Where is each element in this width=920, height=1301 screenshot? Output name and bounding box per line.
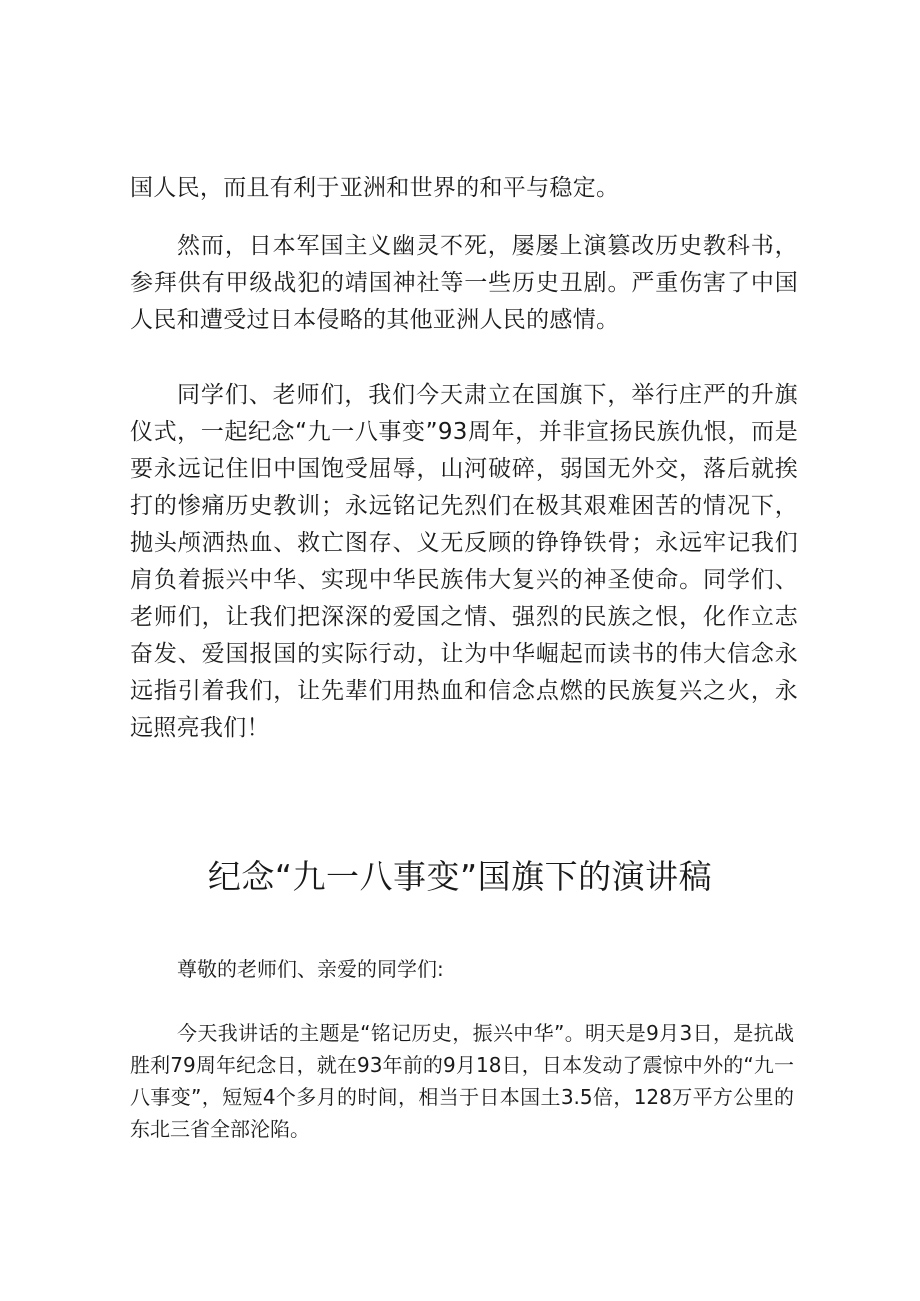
paragraph-militarism: 然而，日本军国主义幽灵不死，屡屡上演篡改历史教科书，参拜供有甲级战犯的靖国神社等一些历史丑剧。严重伤害了中国人民和遭受过日本侵略的其他亚洲人民的感情。 — [130, 233, 798, 333]
paragraph-commemoration: 同学们、老师们，我们今天肃立在国旗下，举行庄严的升旗仪式，一起纪念“九一八事变”93周年，并非宣扬民族仇恨，而是要永远记住旧中国饱受屈辱，山河破碎，弱国无外交，落后就挨打的惨痛历史教训；永远铭记先烈们在极其艰难困苦的情况下，抛头颅洒热血、救亡图存、义无反顾的铮铮铁骨；永远牢记我们肩负着振兴中华、实现中华民族伟大复兴的神圣使命。同学们、老师们，让我们把深深的爱国之情、强烈的民族之恨，化作立志奋发、爱国报国的实际行动，让为中华崛起而读书的伟大信念永远指引着我们，让先辈们用热血和信念点燃的民族复兴之火，永远照亮我们！ — [130, 382, 798, 741]
speech-greeting: 尊敬的老师们、亲爱的同学们: — [177, 957, 444, 981]
paragraph-continuation: 国人民，而且有利于亚洲和世界的和平与稳定。 — [130, 175, 620, 201]
speech-title: 纪念“九一八事变”国旗下的演讲稿 — [207, 857, 713, 896]
paragraph-speech-intro: 今天我讲话的主题是“铭记历史，振兴中华”。明天是9月3日，是抗战胜利79周年纪念日，就在93年前的9月18日，日本发动了震惊中外的“九一八事变”，短短4个多月的时间，相当于日本国土3.5倍，128万平方公里的东北三省全部沦陷。 — [130, 1021, 794, 1141]
